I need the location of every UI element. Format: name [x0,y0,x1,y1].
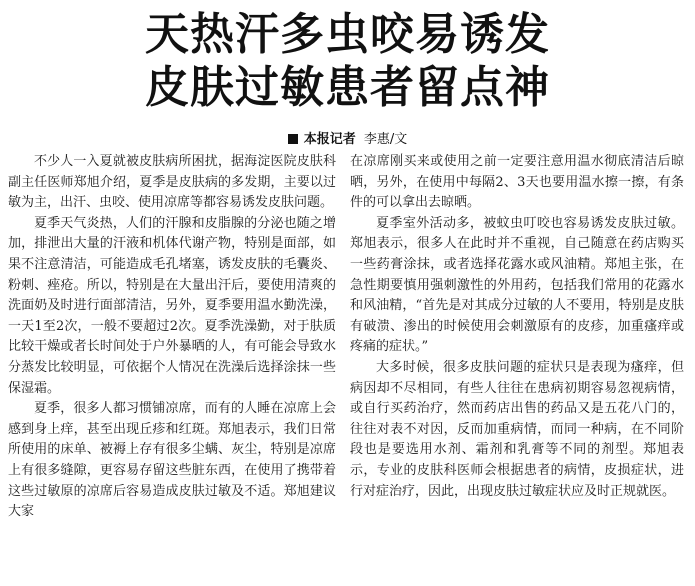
article-paragraph: 不少人一入夏就被皮肤病所困扰，据海淀医院皮肤科副主任医师郑旭介绍，夏季是皮肤病的多发期，主要以过敏为主，出汗、虫咬、使用凉席等都容易诱发皮肤问题。 [8,154,336,211]
headline-line-2: 皮肤过敏患者留点神 [145,62,550,113]
article-paragraph: 夏季天气炎热，人们的汗腺和皮脂腺的分泌也随之增加，排泄出大量的汗液和机体代谢产物，特别是面部，如果不注意清洁，可能造成毛孔堵塞，诱发皮肤的毛囊炎、粉刺、痤疮。所以，特别是在大量出汗后，要使用清爽的洗面奶及时进行面部清洁，另外，夏季要用温水勤洗澡，一天1至2次，一般不要超过2次。夏季洗澡勤，对于肤质比较干燥或者长时间处于户外暴晒的人，有可能会导致水分蒸发比较明显，可依据个人情况在洗澡后选择涂抹一些保湿霜。 [8,215,336,396]
article-column-right [350,152,684,502]
byline-label: 本报记者 [303,132,356,147]
byline [0,128,695,147]
headline [0,8,695,114]
byline-square-icon [288,134,298,144]
article-column-left [8,152,336,523]
article-paragraph: 夏季室外活动多，被蚊虫叮咬也容易诱发皮肤过敏。郑旭表示，很多人在此时并不重视，自己随意在药店购买一些药膏涂抹，或者选择花露水或风油精。郑旭主张，在急性期要慎用强刺激性的外用药，包括我们常用的花露水和风油精，“首先是对其成分过敏的人不要用，特别是皮肤有破溃、渗出的时候使用会刺激原有的皮疹，加重瘙痒或疼痛的症状。” [350,215,684,355]
article-paragraph-continuation: 在凉席刚买来或使用之前一定要注意用温水彻底清洁后晾晒，另外，在使用中每隔2、3天也要用温水擦一擦，有条件的可以拿出去晾晒。 [350,154,684,211]
article-paragraph: 大多时候，很多皮肤问题的症状只是表现为瘙痒，但病因却不尽相同，有些人往往在患病初期容易忽视病情，或自行买药治疗，然而药店出售的药品又是五花八门的，往往对表不对因，反而加重病情，而同一种病，在不同阶段也是要选用水剂、霜剂和乳膏等不同的剂型。郑旭表示，专业的皮肤科医师会根据患者的病情，皮损症状，进行对症治疗，因此，出现皮肤过敏症状应及时正规就医。 [350,359,684,499]
byline-author: 李惠/文 [363,132,408,147]
article-paragraph: 夏季，很多人都习惯铺凉席，而有的人睡在凉席上会感到身上痒，甚至出现丘疹和红斑。郑旭表示，我们日常所使用的床单、被褥上存有很多尘螨、灰尘，特别是凉席上有很多缝隙，更容易存留这些脏东西，在使用了携带着这些过敏原的凉席后容易造成皮肤过敏及不适。郑旭建议大家 [8,401,336,520]
headline-line-1: 天热汗多虫咬易诱发 [145,9,550,60]
